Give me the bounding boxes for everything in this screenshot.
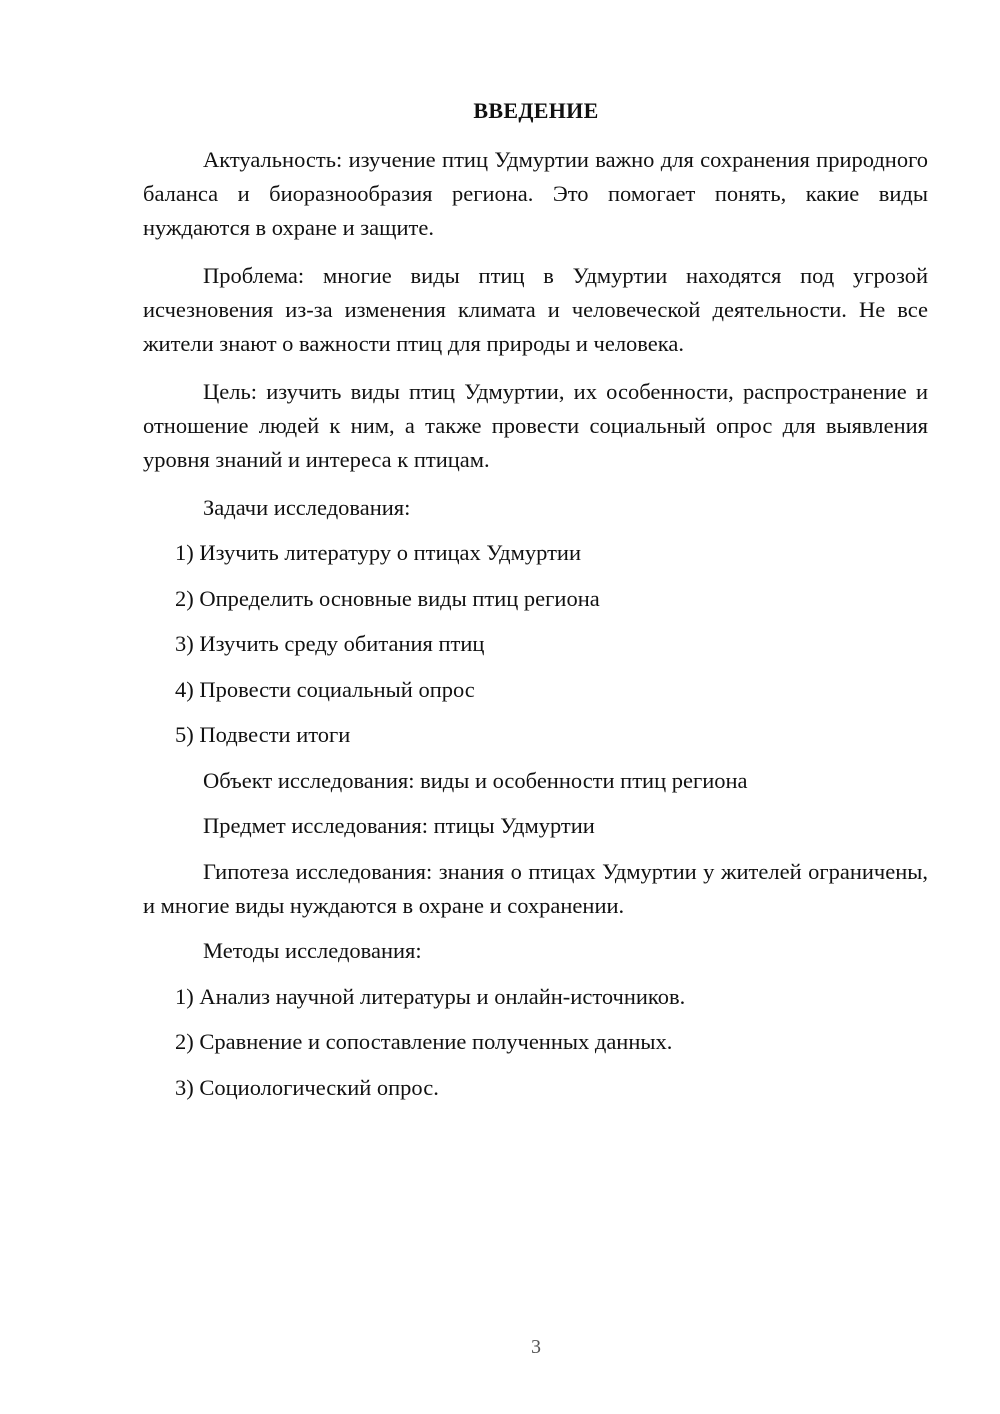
page-number: 3 [531,1336,541,1358]
task-item: 3) Изучить среду обитания птиц [175,631,485,656]
relevance-paragraph: Актуальность: изучение птиц Удмуртии важно для сохранения природного баланса и биоразнообразия региона. Это помогает понять, какие виды нуждаются в охране и защите. [143,147,928,240]
tasks-heading: Задачи исследования: [203,495,411,520]
problem-paragraph: Проблема: многие виды птиц в Удмуртии находятся под угрозой исчезновения из-за изменения климата и человеческой деятельности. Не все жители знают о важности птиц для природы и человека. [143,263,928,356]
object-line: Объект исследования: виды и особенности птиц региона [203,768,748,793]
method-item: 2) Сравнение и сопоставление полученных данных. [175,1029,673,1054]
methods-heading: Методы исследования: [203,938,422,963]
subject-line: Предмет исследования: птицы Удмуртии [203,813,595,838]
goal-paragraph: Цель: изучить виды птиц Удмуртии, их особенности, распространение и отношение людей к ним, а также провести социальный опрос для выявления уровня знаний и интереса к птицам. [143,379,928,472]
hypothesis-paragraph: Гипотеза исследования: знания о птицах Удмуртии у жителей ограничены, и многие виды нуждаются в охране и сохранении. [143,859,928,918]
task-item: 1) Изучить литературу о птицах Удмуртии [175,540,581,565]
task-item: 5) Подвести итоги [175,722,351,747]
task-item: 2) Определить основные виды птиц региона [175,586,600,611]
section-title: ВВЕДЕНИЕ [473,98,599,123]
method-item: 3) Социологический опрос. [175,1075,439,1100]
task-item: 4) Провести социальный опрос [175,677,475,702]
method-item: 1) Анализ научной литературы и онлайн-источников. [175,984,686,1009]
